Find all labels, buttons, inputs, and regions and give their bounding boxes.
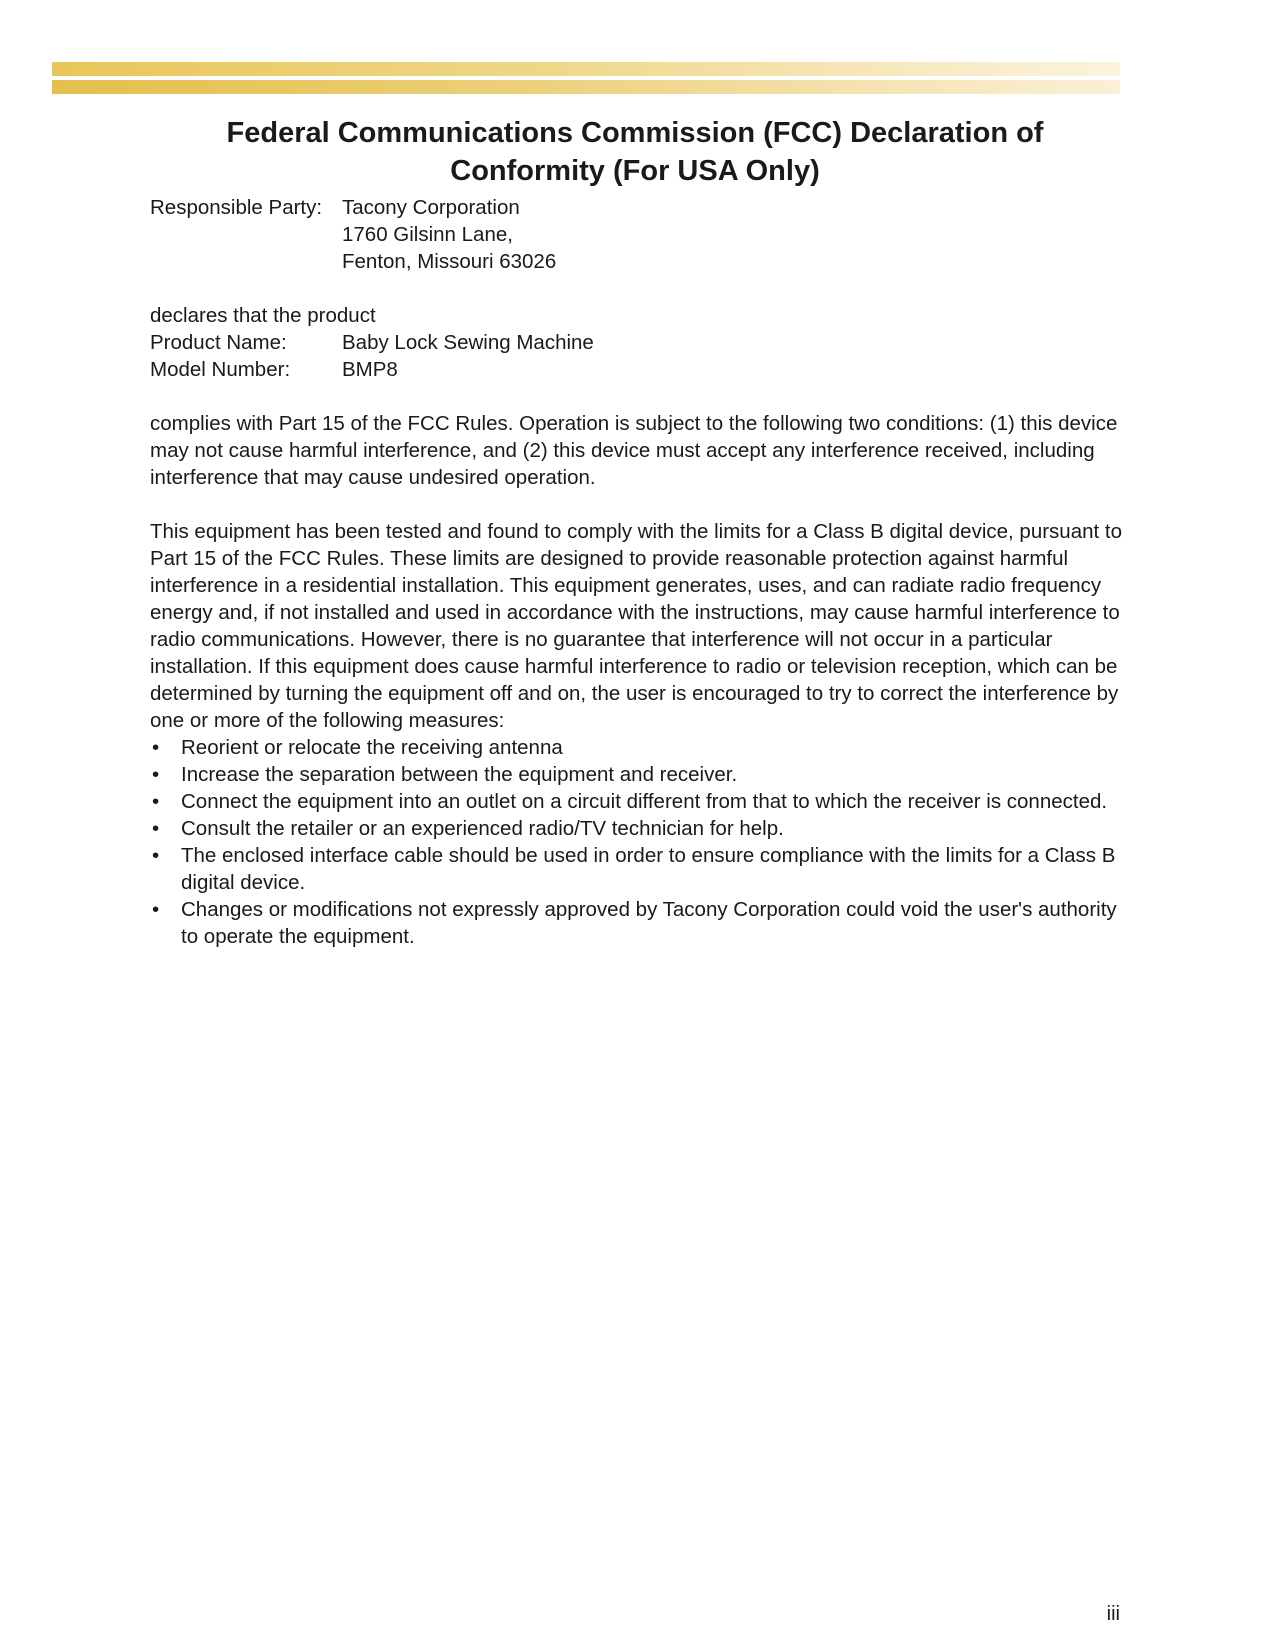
- measure-text: The enclosed interface cable should be used in order to ensure compliance with the limits for a Class B digital device.: [181, 844, 1116, 894]
- bullet-icon: •: [152, 844, 160, 867]
- page-title: Federal Communications Commission (FCC) Declaration of Conformity (For USA Only): [226, 117, 1044, 187]
- measure-item: [150, 761, 1125, 788]
- measure-text: Increase the separation between the equipment and receiver.: [181, 763, 738, 786]
- measure-text: Connect the equipment into an outlet on a circuit different from that to which the receiver is connected.: [181, 790, 1108, 813]
- responsible-party-label: Responsible Party:: [150, 196, 323, 219]
- model-number-value: BMP8: [342, 358, 398, 381]
- measure-item: [150, 842, 1125, 896]
- measure-item: [150, 734, 1125, 761]
- measure-text: Consult the retailer or an experienced radio/TV technician for help.: [181, 817, 784, 840]
- measure-item: [150, 788, 1125, 815]
- header-decor-band-bottom: [52, 80, 1120, 94]
- responsible-party-street: 1760 Gilsinn Lane,: [342, 223, 513, 246]
- responsible-party-row: [150, 194, 1125, 275]
- bullet-icon: •: [152, 790, 160, 813]
- responsible-party-company: Tacony Corporation: [342, 196, 520, 219]
- bullet-icon: •: [152, 763, 160, 786]
- responsible-party-address: [342, 194, 1125, 275]
- page-number: iii: [1106, 1603, 1120, 1625]
- responsible-party-city: Fenton, Missouri 63026: [342, 250, 557, 273]
- measure-text: Reorient or relocate the receiving antenna: [181, 736, 563, 759]
- measure-text: Changes or modifications not expressly approved by Tacony Corporation could void the user's authority to operate the equipment.: [181, 898, 1117, 948]
- bullet-icon: •: [152, 898, 160, 921]
- model-number-row: [150, 356, 1125, 383]
- measures-list: [150, 734, 1125, 950]
- bullet-icon: •: [152, 817, 160, 840]
- declares-text: declares that the product: [150, 304, 376, 327]
- product-name-label: Product Name:: [150, 331, 287, 354]
- header-decor-band-top: [52, 62, 1120, 76]
- equipment-paragraph: This equipment has been tested and found to comply with the limits for a Class B digital device, pursuant to Part 15 of the FCC Rules. These limits are designed to provide reasonable protection against harmful interference in a residential installation. This equipment generates, uses, and can radiate radio frequency energy and, if not installed and used in accordance with the instructions, may cause harmful interference to radio communications. However, there is no guarantee that interference will not occur in a particular installation. If this equipment does cause harmful interference to radio or television reception, which can be determined by turning the equipment off and on, the user is encouraged to try to correct the interference by one or more of the following measures:: [150, 520, 1122, 732]
- bullet-icon: •: [152, 736, 160, 759]
- model-number-label: Model Number:: [150, 358, 291, 381]
- product-name-value: Baby Lock Sewing Machine: [342, 331, 594, 354]
- measure-item: [150, 815, 1125, 842]
- measure-item: [150, 896, 1125, 950]
- product-name-row: [150, 329, 1125, 356]
- compliance-paragraph: complies with Part 15 of the FCC Rules. Operation is subject to the following two conditions: (1) this device may not cause harmful interference, and (2) this device must accept any interference received, including interference that may cause undesired operation.: [150, 412, 1118, 489]
- declaration-body: [150, 194, 1125, 950]
